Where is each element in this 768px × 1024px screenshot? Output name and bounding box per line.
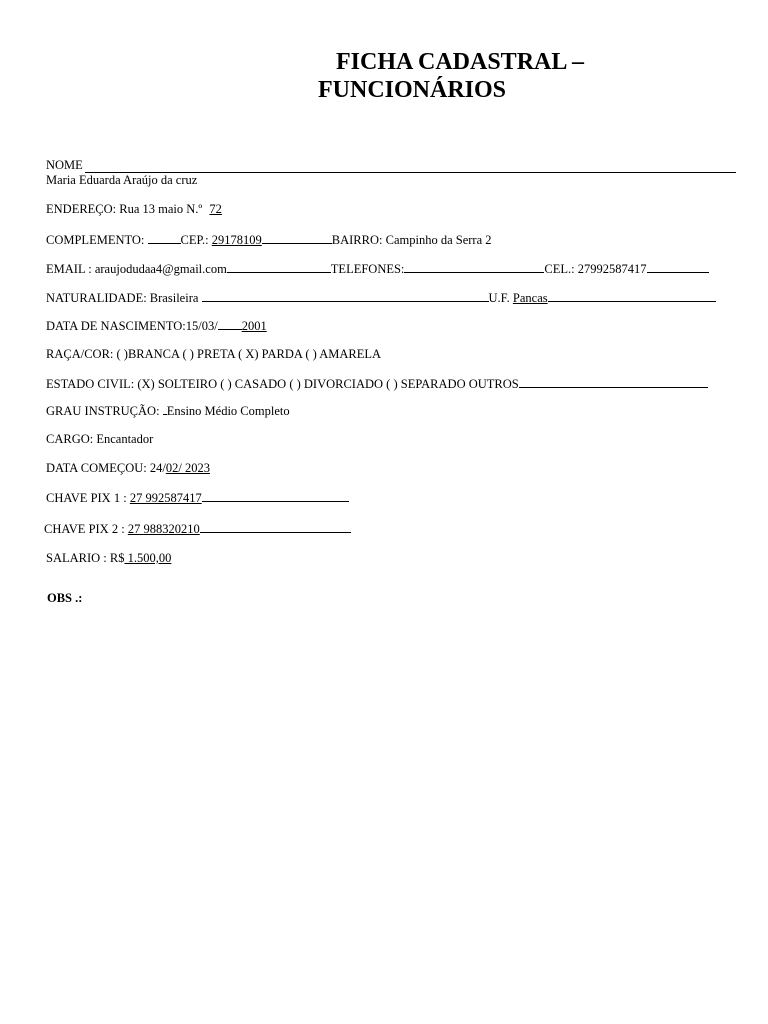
uf-value: Pancas (512, 291, 548, 305)
nome-label: NOME (46, 158, 83, 172)
cep-value: 29178109 (211, 233, 262, 247)
pix2-blank (200, 521, 351, 533)
pix1-label: CHAVE PIX 1 : (46, 491, 130, 505)
cargo: CARGO: Encantador (46, 432, 154, 446)
cep-blank (262, 232, 332, 244)
obs-label: OBS .: (47, 591, 83, 605)
raca-cor: RAÇA/COR: ( )BRANCA ( ) PRETA ( X) PARDA ( ) AMARELA (46, 347, 382, 361)
endereco-field (46, 202, 222, 217)
uf-blank (548, 290, 716, 302)
telefones-blank (404, 261, 544, 273)
data-comecou-mes: 02/ 2023 (165, 461, 210, 475)
nascimento-blank (218, 318, 242, 330)
pix2-value: 27 988320210 (127, 522, 200, 536)
email-blank (227, 261, 331, 273)
email-label: EMAIL : araujodudaa4@gmail.com (46, 262, 227, 276)
form-title-line1: FICHA CADASTRAL – (336, 49, 585, 75)
pix1-field (46, 490, 349, 506)
pix2-field (44, 521, 351, 537)
outros-blank (519, 376, 708, 388)
uf-label: U.F. (488, 291, 513, 305)
salario-value: 1.500,00 (124, 551, 172, 565)
pix1-blank (202, 490, 349, 502)
instrucao-label: GRAU INSTRUÇÃO: (46, 404, 163, 418)
cel-label: CEL.: 27992587417 (544, 262, 647, 276)
complemento-blank (148, 232, 181, 244)
nome-value: Maria Eduarda Araújo da cruz (46, 173, 198, 187)
naturalidade-blank (202, 290, 489, 302)
salario-label: SALARIO : R$ (46, 551, 125, 565)
nascimento-ano: 2001 (241, 319, 267, 333)
bairro-text: BAIRRO: Campinho da Serra 2 (331, 233, 492, 247)
salario-field (46, 551, 171, 566)
nascimento-field (46, 318, 267, 334)
estado-civil: ESTADO CIVIL: (X) SOLTEIRO ( ) CASADO ( ) DIVORCIADO ( ) SEPARADO OUTROS (46, 377, 519, 391)
pix1-value: 27 992587417 (129, 491, 202, 505)
cep-label: CEP.: (180, 233, 212, 247)
endereco-numero: 72 (209, 202, 222, 216)
naturalidade-field (46, 290, 716, 306)
data-comecou-field (46, 461, 210, 476)
estado-civil-field (46, 376, 708, 392)
complemento-field (46, 232, 492, 248)
data-comecou-label: DATA COMEÇOU: 24/ (46, 461, 166, 475)
form-title-line2: FUNCIONÁRIOS (318, 77, 507, 103)
cel-blank (647, 261, 709, 273)
nascimento-label: DATA DE NASCIMENTO:15/03/ (46, 319, 218, 333)
instrucao-value: Ensino Médio Completo (166, 404, 290, 418)
complemento-label: COMPLEMENTO: (46, 233, 148, 247)
endereco-label: ENDEREÇO: Rua 13 maio N.º (46, 202, 206, 216)
pix2-label: CHAVE PIX 2 : (44, 522, 128, 536)
naturalidade-label: NATURALIDADE: Brasileira (46, 291, 202, 305)
email-field (46, 261, 709, 277)
instrucao-field (46, 403, 290, 419)
telefones-label: TELEFONES: (330, 262, 405, 276)
